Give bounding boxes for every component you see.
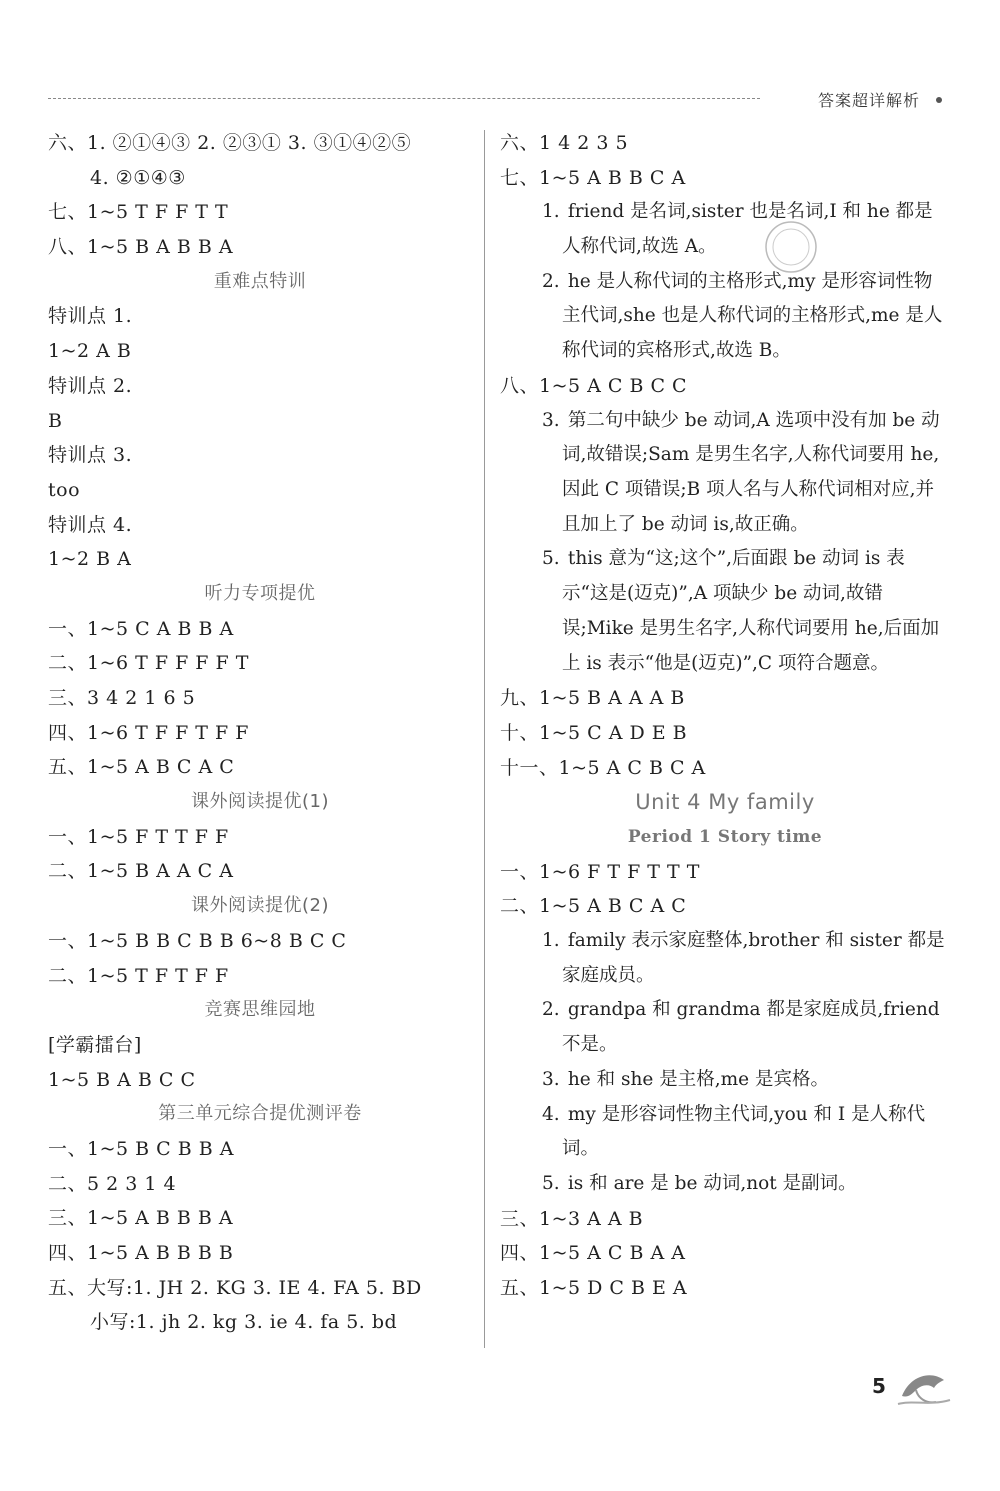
explanation-note — [520, 924, 950, 993]
header-rule — [48, 98, 760, 99]
section-heading: 重难点特训 — [213, 270, 307, 292]
answer-line: 4. ②①④③ — [90, 166, 186, 189]
answer-line: 一、1~6 F T F T T T — [500, 860, 700, 883]
note-text: he 和 she 是主格,me 是宾格。 — [567, 1068, 830, 1090]
answer-line: 八、1~5 B A B B A — [48, 236, 234, 259]
answer-line: 一、1~5 B C B B A — [48, 1137, 234, 1160]
answer-line: 一、1~5 F T T F F — [48, 825, 229, 848]
section-heading: 第三单元综合提优测评卷 — [158, 1103, 362, 1125]
explanation-note — [520, 993, 950, 1062]
answer-line: 六、1. ②①④③ 2. ②③① 3. ③①④②⑤ — [48, 132, 412, 154]
answer-line: 特训点 1. — [48, 305, 133, 328]
header-dot — [936, 97, 942, 103]
answer-line: 十一、1~5 A C B C A — [500, 756, 706, 779]
answer-line: 三、3 4 2 1 6 5 — [48, 687, 196, 709]
dolphin-logo-icon — [896, 1366, 952, 1408]
answer-line: 二、5 2 3 1 4 — [48, 1172, 177, 1195]
answer-line: 二、1~5 B A A C A — [48, 860, 234, 883]
answer-line: 1~2 B A — [48, 548, 132, 571]
answer-line: 四、1~6 T F F T F F — [48, 721, 249, 744]
note-text: he 是人称代词的主格形式,my 是形容词性物主代词,she 也是人称代词的主格形式,me 是人称代词的宾格形式,故选 B。 — [562, 270, 943, 362]
page-number: 5 — [872, 1374, 886, 1398]
answer-line: 三、1~3 A A B — [500, 1207, 644, 1230]
answer-line: 五、大写:1. JH 2. KG 3. IE 4. FA 5. BD — [48, 1276, 422, 1299]
answer-line: 一、1~5 C A B B A — [48, 617, 234, 640]
answer-line: 六、1 4 2 3 5 — [500, 132, 629, 154]
note-number: 2. — [542, 999, 560, 1021]
answer-line: 四、1~5 A C B A A — [500, 1242, 686, 1265]
note-number: 3. — [542, 409, 560, 431]
note-text: grandpa 和 grandma 都是家庭成员,friend 不是。 — [562, 999, 940, 1056]
note-number: 5. — [542, 548, 560, 570]
note-text: this 意为“这;这个”,后面跟 be 动词 is 表示“这是(迈克)”,A 项缺少 be 动词,故错误;Mike 是男生名字,人称代词要用 he,后面加上 is 表示“他是(迈克)”,C 项符合题意。 — [562, 548, 940, 674]
section-heading: 课外阅读提优(2) — [191, 895, 329, 917]
note-text: my 是形容词性物主代词,you 和 I 是人称代词。 — [562, 1103, 926, 1160]
answer-line: 十、1~5 C A D E B — [500, 721, 688, 744]
answer-line: 1~5 B A B C C — [48, 1068, 196, 1091]
explanation-note — [520, 265, 950, 369]
note-text: family 表示家庭整体,brother 和 sister 都是家庭成员。 — [562, 930, 945, 986]
note-number: 4. — [542, 1103, 560, 1125]
answer-line: 1~2 A B — [48, 340, 132, 363]
answer-line: 特训点 2. — [48, 374, 133, 397]
explanation-note — [520, 404, 950, 543]
right-column — [500, 126, 950, 1306]
answer-line: 五、1~5 D C B E A — [500, 1277, 688, 1300]
section-heading: 听力专项提优 — [204, 582, 316, 604]
answer-line: too — [48, 478, 81, 501]
answer-line: 一、1~5 B B C B B 6~8 B C C — [48, 929, 347, 952]
answer-line: 四、1~5 A B B B B — [48, 1242, 234, 1264]
note-number: 3. — [542, 1068, 560, 1090]
answer-line: 八、1~5 A C B C C — [500, 374, 688, 397]
unit-heading: Unit 4 My family — [635, 790, 815, 815]
answer-line: 九、1~5 B A A A B — [500, 687, 685, 710]
answer-line: B — [48, 409, 63, 432]
header-title: 答案超详解析 — [818, 91, 921, 110]
explanation-note — [520, 1063, 950, 1098]
explanation-note — [520, 195, 950, 264]
note-number: 1. — [542, 201, 560, 223]
answer-line: 五、1~5 A B C A C — [48, 756, 235, 779]
answer-line: 特训点 3. — [48, 444, 133, 467]
answer-line: 二、1~5 A B C A C — [500, 895, 687, 918]
answer-line: 二、1~5 T F T F F — [48, 964, 229, 987]
explanation-note — [520, 1167, 950, 1202]
note-text: is 和 are 是 be 动词,not 是副词。 — [567, 1172, 857, 1194]
explanation-note — [520, 542, 950, 681]
answer-line: 二、1~6 T F F F F T — [48, 652, 249, 675]
period-heading: Period 1 Story time — [627, 826, 823, 847]
section-heading: 课外阅读提优(1) — [191, 791, 329, 813]
answer-line: 小写:1. jh 2. kg 3. ie 4. fa 5. bd — [90, 1311, 398, 1334]
section-heading: 竞赛思维园地 — [204, 999, 316, 1021]
stamp-seal-icon — [762, 218, 820, 276]
note-number: 1. — [542, 930, 560, 952]
note-text: 第二句中缺少 be 动词,A 选项中没有加 be 动词,故错误;Sam 是男生名字,人称代词要用 he,因此 C 项错误;B 项人名与人称代词相对应,并且加上了 be 动词 is,故正确。 — [562, 409, 940, 535]
answer-line: 七、1~5 T F F T T — [48, 201, 229, 224]
note-number: 5. — [542, 1172, 560, 1194]
note-number: 2. — [542, 270, 560, 292]
note-text: friend 是名词,sister 也是名词,I 和 he 都是人称代词,故选 A。 — [562, 201, 933, 258]
answer-line: 三、1~5 A B B B A — [48, 1207, 234, 1230]
left-column — [48, 126, 472, 1340]
answer-line: 特训点 4. — [48, 513, 133, 536]
explanation-note — [520, 1098, 950, 1167]
answer-line: [学霸擂台] — [48, 1033, 142, 1056]
answer-line: 七、1~5 A B B C A — [500, 166, 686, 189]
column-divider — [484, 130, 485, 1348]
